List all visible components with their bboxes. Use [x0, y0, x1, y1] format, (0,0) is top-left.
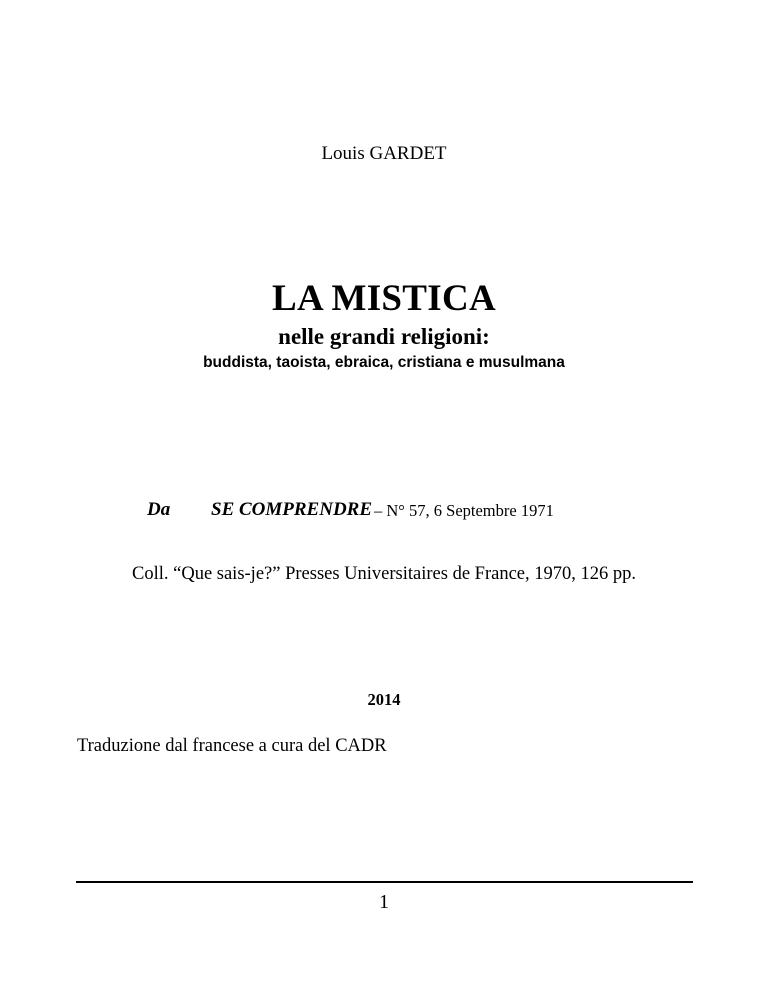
collection-line: Coll. “Que sais-je?” Presses Universitaires de France, 1970, 126 pp. [132, 564, 636, 584]
document-subsubtitle: buddista, taoista, ebraica, cristiana e musulmana [203, 354, 565, 371]
document-title: LA MISTICA [271, 278, 497, 319]
page-number: 1 [379, 891, 389, 913]
publication-year: 2014 [367, 690, 401, 709]
translation-note: Traduzione dal francese a cura del CADR [77, 736, 387, 756]
footer-divider [76, 881, 693, 883]
document-subtitle: nelle grandi religioni: [278, 324, 490, 349]
source-journal: SE COMPRENDRE [211, 499, 373, 520]
source-prefix: Da [147, 499, 171, 520]
source-issue: – N° 57, 6 Septembre 1971 [374, 501, 554, 520]
author-name: Louis GARDET [321, 143, 447, 164]
